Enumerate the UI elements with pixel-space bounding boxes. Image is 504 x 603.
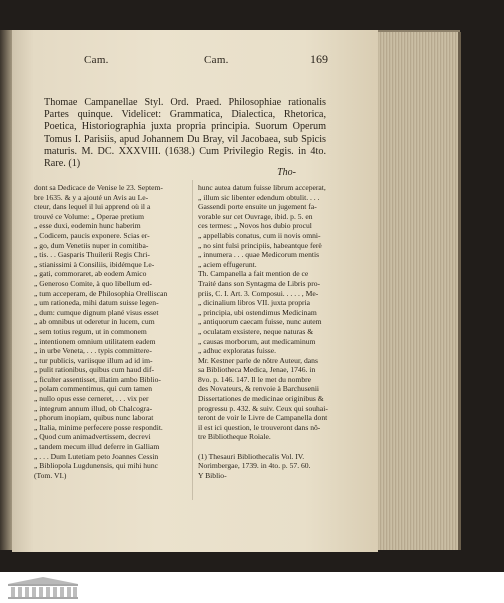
text-line: „ sem totius regum, ut in commonem (34, 326, 147, 336)
text-line: „ tandem mecum illud deferre in Galliam (34, 442, 160, 452)
text-line: Gassendi porte ensuite un jugement fa- (198, 202, 317, 212)
text-line: (Tom. VI.) (34, 470, 67, 480)
text-line: „ causas morborum, aut medicaminum (198, 336, 316, 346)
text-line: progressu p. 432. & suiv. Ceux qui souhai- (198, 403, 328, 413)
text-line: sa Bibliotheca Medica, Jenae, 1746. in (198, 365, 316, 375)
text-line: trouvé ce Volume: „ Operae pretium (34, 211, 145, 221)
text-line: 8vo. p. 146. 147. Il le met du nombre (198, 374, 312, 384)
text-line: ces termes: „ Novos hos dubio procul (198, 221, 312, 231)
library-footer (0, 572, 504, 603)
text-line: „ tis. . . Gasparis Thuilerii Regis Chri- (34, 250, 150, 260)
text-line: „ um rationeda, mihi datum suisse legen- (34, 298, 159, 308)
text-line: „ pulit rationibus, quibus cum haud dif- (34, 365, 155, 375)
text-line: „ dicinalium libros VII. juxta propria (198, 298, 311, 308)
text-line: „ go, dum Venetiis nuper in comitiba- (34, 240, 149, 250)
text-line: des Novateurs, & renvoie à Barchusenii (198, 384, 320, 394)
text-line: Dissertationes de medicinae originibus & (198, 394, 324, 404)
text-line: teront de voir le Livre de Campanella dont (198, 413, 328, 423)
text-line: „ polam commentimus, qui cum tamen (34, 384, 153, 394)
text-line: Mr. Kestner parle de nôtre Auteur, dans (198, 355, 318, 365)
text-line: „ adhuc exploratas fuisse. (198, 346, 277, 356)
book-page (12, 30, 378, 552)
text-line: tre Bibliotheque Roiale. (198, 432, 271, 442)
text-line: vorable sur cet Ouvrage, ibid. p. 5. en (198, 211, 313, 221)
text-line: „ Generoso Comite, à quo libellum ed- (34, 278, 152, 288)
text-line: Traité dans son Syntagma de Libris pro- (198, 278, 321, 288)
text-line: „ Quod cum animadvertissem, decrevi (34, 432, 151, 442)
catalogue-entry: Thomae Campanellae Styl. Ord. Praed. Philosophiae rationalis Partes quinque. Videlicet: Grammatica, Dialectica, Rhetorica, Poetica, Historiographia juxta propria principia. Suorum Operum Tomus I. Parisiis, apud Johannem Du Bray, vil Jacobaea, sub Spicis maturis. M. DC. XXXVIII. (1638.) Cum Privilegio Regis. in 4to. Rare. (1) (44, 97, 326, 170)
text-line: „ Codicem, paucis exponere. Scias er- (34, 230, 150, 240)
text-line: „ . . . Dum Lutetiam peto Joannes Cessin (34, 451, 159, 461)
page-fore-edge (378, 32, 461, 550)
right-column (198, 183, 346, 480)
text-line: (1) Thesauri Bibliothecalis Vol. IV. (198, 451, 305, 461)
text-line: „ integrum annum illud, ob Chalcogra- (34, 403, 153, 413)
text-line: „ aciem effugerunt. (198, 259, 257, 269)
text-line: „ phorum inopiam, quibus nunc laborat (34, 413, 154, 423)
text-line: „ ab omnibus ut oderetur in lucem, cum (34, 317, 155, 327)
text-line: „ tum acceperam, de Philosophia Orelliscan (34, 288, 168, 298)
text-line: „ oculatam exsistere, neque naturas & (198, 326, 314, 336)
text-line: bre 1635. & y a ajouté un Avis au Le- (34, 192, 149, 202)
book-left-edge (0, 30, 12, 550)
text-line: „ no sint fulsi principiis, habeantque ferè (198, 240, 322, 250)
text-line: „ antiquorum caecam fuisse, nunc autem (198, 317, 322, 327)
text-line: „ esse duxi, eodemin hunc haberim (34, 221, 141, 231)
text-line (198, 442, 346, 452)
text-line: Norimbergae, 1739. in 4to. p. 57. 60. (198, 461, 311, 471)
text-line: „ Bibliopola Lugdunensis, qui mihi hunc (34, 461, 159, 471)
text-line: „ innumera . . . quae Medicorum mentis (198, 250, 320, 260)
text-line: dont sa Dedicace de Venise le 23. Septem- (34, 183, 163, 192)
text-line: „ dum: cumque dignum plané visus esset (34, 307, 159, 317)
catchword: Tho- (277, 167, 296, 178)
column-divider (192, 180, 193, 500)
text-line: hunc autea datum fuisse librum acceperat, (198, 183, 326, 192)
text-line: „ stianissimi à Consiliis, ibidémque Le- (34, 259, 155, 269)
text-line: cteur, dans lequel il lui apprend où il a (34, 202, 151, 212)
text-line: „ Italia, minime perfecere posse respondit. (34, 422, 163, 432)
library-building-icon (6, 576, 80, 599)
text-line: „ in urbe Veneta, . . . typis committere- (34, 346, 152, 356)
running-head-right: Cam. (204, 54, 229, 66)
text-line: „ gati, commoraret, ab eodem Amico (34, 269, 147, 279)
text-line: „ appellabis conatus, cum ii novis omni- (198, 230, 321, 240)
text-line: „ intentionem omnium utilitatem eadem (34, 336, 156, 346)
text-line: „ ficulter assentisset, illatim ambo Biblio- (34, 374, 161, 384)
text-line: „ tur publicis, variisque illum ad id im- (34, 355, 153, 365)
text-line: priis, C. I. Art. 3. Composui. . . . . , Me- (198, 288, 319, 298)
text-line: Th. Campanella a fait mention de ce (198, 269, 309, 279)
text-line: „ illum sic libenter edendum obtulit. . . . (198, 192, 320, 202)
running-head-left: Cam. (84, 54, 109, 66)
text-line: Y Biblio- (198, 470, 227, 480)
text-line: il est ici question, le trouveront dans nô- (198, 422, 321, 432)
left-column (34, 183, 184, 480)
page-number: 169 (310, 52, 328, 66)
text-line: „ principia, ubi ostendimus Medicinam (198, 307, 317, 317)
text-line: „ nullo opus esse cerneret, . . . vix per (34, 394, 149, 404)
